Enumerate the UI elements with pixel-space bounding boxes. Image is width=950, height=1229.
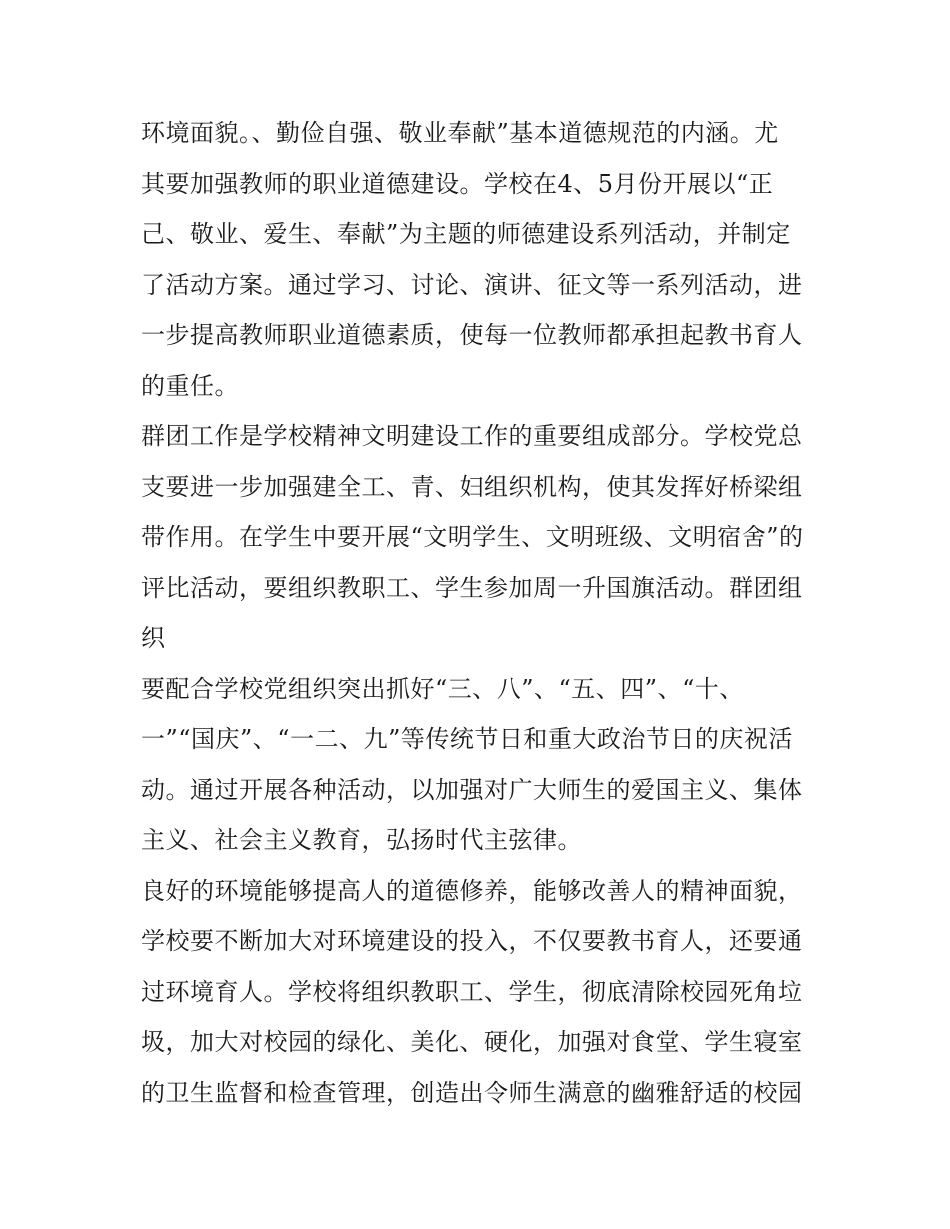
text-line: 的重任。 — [141, 371, 239, 400]
text-line: 支要进一步加强建全工、青、妇组织机构，使其发挥好桥梁组 — [141, 472, 803, 501]
text-line: 评比活动，要组织教职工、学生参加周一升国旗活动。群团组 — [141, 573, 803, 602]
text-line: 带作用。在学生中要开展“文明学生、文明班级、文明宿舍”的 — [141, 523, 804, 551]
text-line: 环境面貌。、勤俭自强、敬业奉献”基本道德规范的内涵。尤 — [141, 119, 779, 147]
text-line: 了活动方案。通过学习、讨论、演讲、征文等一系列活动，进 — [141, 270, 803, 299]
text-line: 主义、社会主义教育，弘扬时代主弦律。 — [141, 826, 582, 854]
text-line: 良好的环境能够提高人的道德修养，能够改善人的精神面貌， — [141, 876, 803, 905]
text-line: 己、敬业、爱生、奉献”为主题的师德建设系列活动，并制定 — [141, 220, 791, 248]
text-line: 一”“国庆”、“一二、九”等传统节日和重大政治节日的庆祝活 — [141, 725, 793, 753]
text-line: 的卫生监督和检查管理，创造出令师生满意的幽雅舒适的校园 — [141, 1078, 803, 1107]
text-line: 织 — [141, 624, 166, 652]
text-line: 群团工作是学校精神文明建设工作的重要组成部分。学校党总 — [141, 422, 803, 450]
text-line: 圾，加大对校园的绿化、美化、硬化，加强对食堂、学生寝室 — [141, 1028, 803, 1056]
body-text — [141, 108, 821, 1118]
text-line: 要配合学校党组织突出抓好“三、八”、“五、四”、“十、 — [141, 674, 744, 703]
text-line: 动。通过开展各种活动，以加强对广大师生的爱国主义、集体 — [141, 775, 803, 804]
text-line: 其要加强教师的职业道德建设。学校在4、5月份开展以“正 — [141, 169, 774, 198]
text-line: 过环境育人。学校将组织教职工、学生，彻底清除校园死角垃 — [141, 977, 803, 1006]
text-line: 学校要不断加大对环境建设的投入，不仅要教书育人，还要通 — [141, 927, 803, 955]
text-line: 一步提高教师职业道德素质，使每一位教师都承担起教书育人 — [141, 321, 803, 349]
